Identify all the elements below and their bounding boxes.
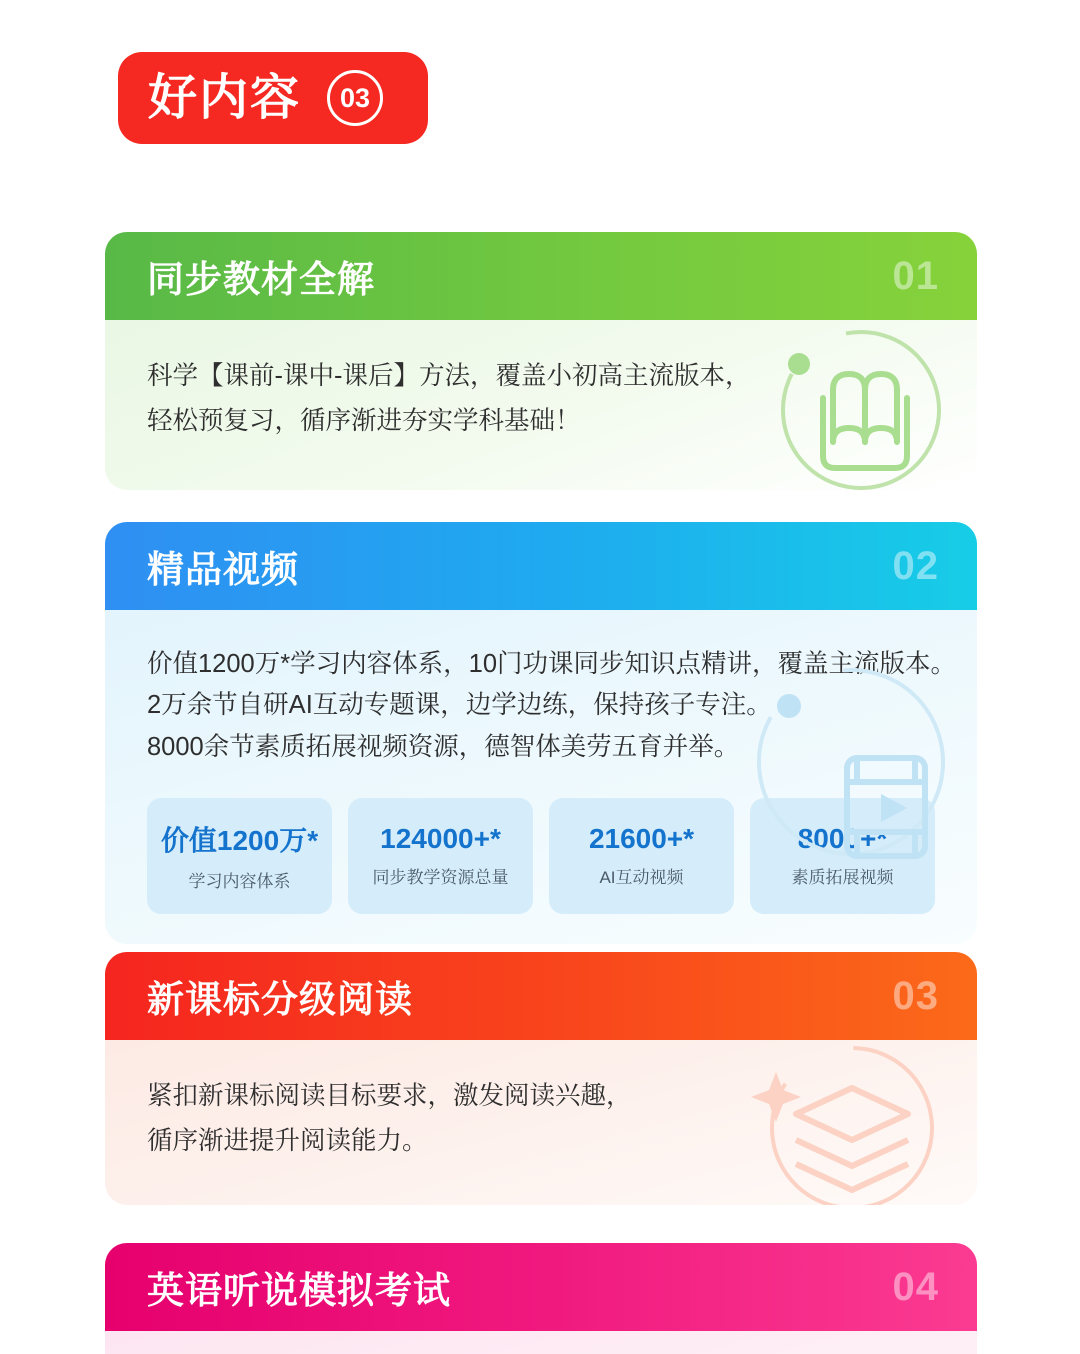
card-number: 02: [892, 543, 939, 588]
card-title: 新课标分级阅读: [147, 979, 413, 1020]
card-text-line: 8000余节素质拓展视频资源，德智体美劳五育并举。: [147, 732, 740, 761]
card-header: [105, 232, 977, 320]
section-badge: 03: [327, 70, 383, 126]
card-number: 03: [892, 973, 939, 1018]
stat-label: 素质拓展视频: [791, 868, 894, 888]
feature-card-textbook[interactable]: [105, 232, 977, 490]
card-text-line: 价值1200万*学习内容体系，10门功课同步知识点精讲，覆盖主流版本。: [147, 650, 957, 678]
card-number: 04: [892, 1264, 939, 1309]
card-text-line: 循序渐进提升阅读能力。: [147, 1126, 428, 1155]
stat-value: 8000+*: [797, 823, 888, 855]
section-header-pill: [118, 52, 428, 144]
feature-card-video[interactable]: [105, 522, 977, 944]
stat-item: [750, 798, 935, 914]
card-text-line: 紧扣新课标阅读目标要求，激发阅读兴趣，: [147, 1082, 632, 1110]
card-header: [105, 1243, 977, 1331]
stat-label: 同步教学资源总量: [372, 868, 509, 888]
card-header: [105, 952, 977, 1040]
stat-value: 21600+*: [588, 823, 695, 855]
card-header: [105, 522, 977, 610]
stat-label: 学习内容体系: [188, 872, 291, 892]
card-title: 英语听说模拟考试: [147, 1270, 451, 1311]
section-title: 好内容: [148, 70, 302, 125]
stat-value: 价值1200万*: [160, 825, 319, 857]
card-title: 同步教材全解: [147, 259, 375, 300]
card-text-line: 2万余节自研AI互动专题课，边学边练，保持孩子专注。: [147, 691, 772, 720]
card-body: [105, 610, 977, 944]
stat-item: [348, 798, 533, 914]
feature-card-english-exam[interactable]: [105, 1243, 977, 1354]
stat-value: 124000+*: [380, 823, 501, 855]
card-body: [105, 320, 977, 490]
stat-label: AI互动视频: [599, 868, 684, 888]
card-text-line: 科学【课前-课中-课后】方法，覆盖小初高主流版本，: [147, 362, 751, 390]
card-body: [105, 1331, 977, 1354]
card-text-line: 轻松预复习，循序渐进夯实学科基础！: [147, 406, 581, 435]
card-title: 精品视频: [147, 549, 299, 590]
stats-row: [147, 798, 935, 914]
card-body: [105, 1040, 977, 1205]
stat-item: [147, 798, 332, 914]
stat-item: [549, 798, 734, 914]
feature-card-reading[interactable]: [105, 952, 977, 1205]
card-number: 01: [892, 253, 939, 298]
